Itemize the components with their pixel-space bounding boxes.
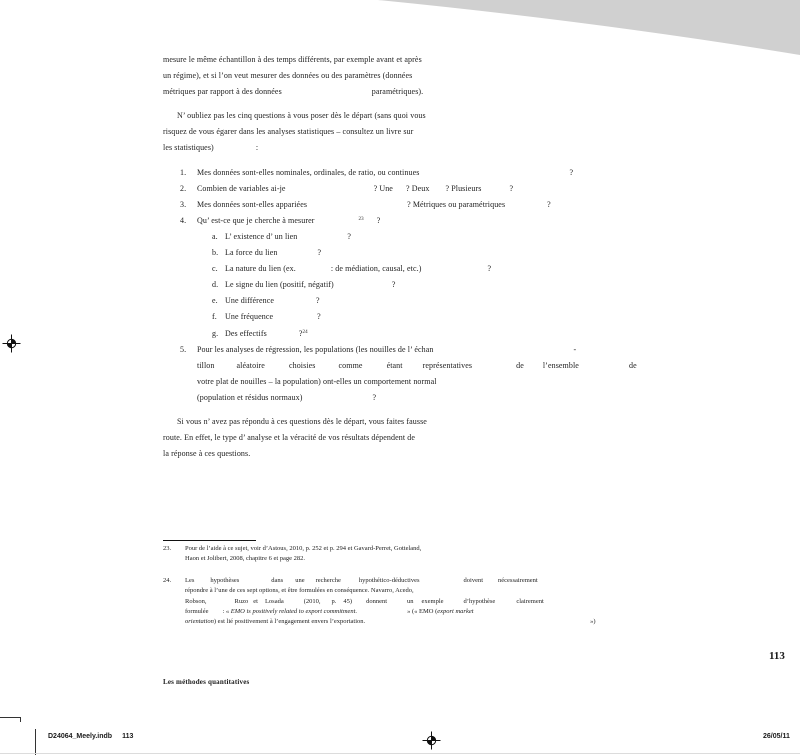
registration-mark-icon [422, 731, 441, 755]
text-line: f. Une fréquence ? [163, 309, 641, 325]
text-line: formulée : « EMO is positively related to export commitment. » (« EMO (export market [185, 608, 474, 616]
page-number: 113 [769, 650, 785, 662]
text-line: 4. Qu’ est-ce que je cherche à mesurer $^{23}$ ? [163, 213, 641, 229]
text-line: les statistiques) : [163, 143, 259, 153]
text-line: Si vous n’ avez pas répondu à ces questions dès le départ, vous faites fausse [177, 416, 427, 426]
paragraph-fausse-route [163, 414, 641, 462]
scan-corner-artifact [0, 0, 800, 60]
text-line: un régime), et si l’on veut mesurer des données ou des paramètres (données [163, 71, 413, 81]
text-line: Haon et Jolibert, 2008, chapitre 6 et page 282. [185, 555, 306, 563]
text-line: orientation) est lié positivement à l’engagement envers l’exportation. ») [185, 618, 596, 626]
list-marker: 3. [180, 199, 187, 209]
text-line: 5. Pour les analyses de régression, les populations (les nouilles de l’ échan - [163, 342, 641, 358]
text-line: votre plat de nouilles – la population) ont-elles un comportement normal [197, 376, 437, 386]
italic-text: orientation [185, 618, 214, 626]
list-marker: 4. [180, 215, 187, 225]
paragraph-measure [163, 52, 641, 100]
slug-date: 26/05/11 [763, 733, 790, 740]
list-marker: 24. [163, 576, 172, 584]
body-text [163, 52, 641, 462]
slug-filename-text: D24064_Meely.indb [48, 733, 113, 740]
italic-text: EMO is positively related to export commitment. [230, 608, 358, 616]
text-line: risquez de vous égarer dans les analyses statistiques – consultez un livre sur [163, 127, 414, 137]
text-line: métriques par rapport à des données paramétriques). [163, 87, 424, 97]
slug-filename [48, 733, 133, 740]
list-marker: 2. [180, 183, 187, 193]
text-line: la réponse à ces questions. [163, 449, 251, 459]
text-line: mesure le même échantillon à des temps différents, par exemple avant et après [163, 55, 422, 64]
footnotes [163, 544, 643, 628]
list-marker: b. [212, 248, 219, 258]
crop-mark [0, 717, 21, 718]
list-marker: g. [212, 328, 219, 338]
text-line: g. Des effectifs ?$^{24}$ [163, 326, 641, 342]
registration-mark-icon [2, 334, 21, 358]
crop-mark [20, 717, 21, 722]
text-line: Robson, Ruzo et Losada (2010, p. 45) donnent un exemple d’hypothèse clairement [185, 597, 544, 605]
list-marker: 5. [180, 344, 187, 354]
list-marker: f. [212, 312, 217, 322]
list-marker: 1. [180, 167, 187, 177]
text-line: d. Le signe du lien (positif, négatif) ? [163, 277, 641, 293]
text-line: b. La force du lien ? [163, 245, 641, 261]
footnote-reference: 23 [358, 216, 364, 222]
footnote-reference: 24 [302, 329, 308, 335]
text-line: c. La nature du lien (ex. : de médiation, causal, etc.) ? [163, 261, 641, 277]
questions-list [163, 165, 641, 406]
text-line: e. Une différence ? [163, 293, 641, 309]
text-line: 2. Combien de variables ai-je ? Une ? Deux ? Plusieurs ? [163, 181, 641, 197]
text-line: répondre à l’une de ces sept options, et être formulées en conséquence. Navarro, Acedo, [185, 587, 414, 595]
running-title: Les méthodes quantitatives [163, 678, 250, 686]
italic-text: export market [437, 608, 474, 616]
text-line: a. L’ existence d’ un lien ? [163, 229, 641, 245]
list-marker: a. [212, 231, 218, 241]
text-line: route. En effet, le type d’ analyse et la véracité de vos résultats dépendent de [163, 433, 416, 443]
footnote [163, 544, 643, 565]
scan-edge-line [0, 753, 800, 754]
list-marker: c. [212, 264, 218, 274]
text-line: N’ oubliez pas les cinq questions à vous poser dès le départ (sans quoi vous [177, 111, 426, 121]
list-marker: 23. [163, 545, 172, 552]
text-line: tillon aléatoire choisies comme étant représentatives de l’ensemble de [197, 360, 637, 370]
footnote-separator [163, 540, 256, 541]
list-marker: e. [212, 296, 218, 306]
text-line: 23. Pour de l’aide à ce sujet, voir d’Astous, 2010, p. 252 et p. 294 et Gavard-Perret, Gotteland, [163, 544, 643, 554]
slug-page-number: 113 [122, 733, 134, 740]
text-line: 3. Mes données sont-elles appariées ? Métriques ou paramétriques ? [163, 197, 641, 213]
text-line: 24. Les hypothèses dans une recherche hypothético-déductives doivent nécessairement [163, 576, 643, 586]
crop-mark [35, 729, 36, 755]
paragraph-cinq-questions [163, 108, 641, 156]
text-line: 1. Mes données sont-elles nominales, ordinales, de ratio, ou continues ? [163, 165, 641, 181]
list-marker: d. [212, 280, 219, 290]
footnote [163, 576, 643, 628]
text-line: (population et résidus normaux) ? [197, 392, 377, 402]
